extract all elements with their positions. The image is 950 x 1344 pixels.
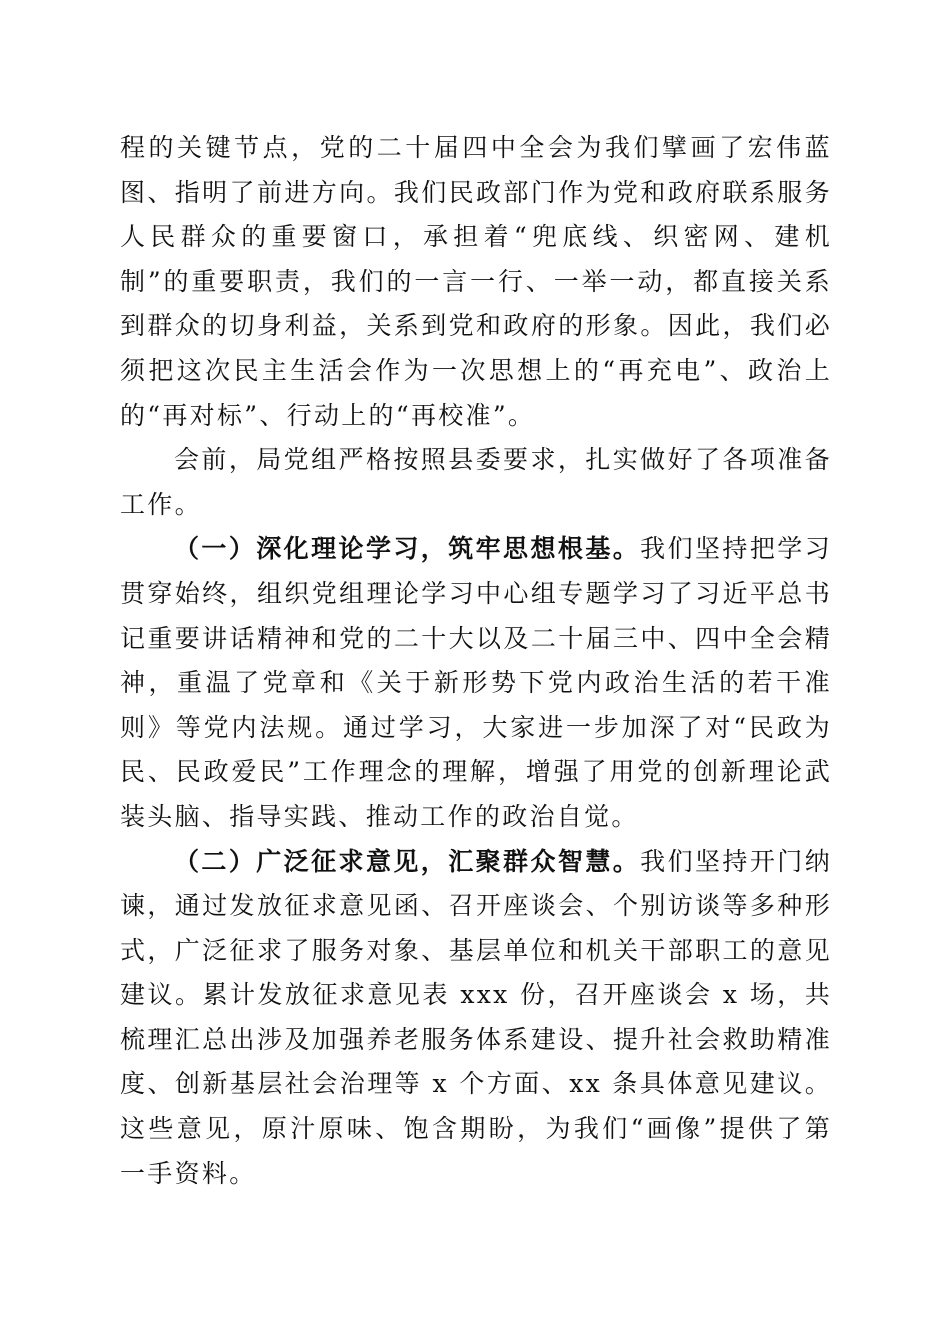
paragraph-theory-study-body: 我们坚持把学习贯穿始终，组织党组理论学习中心组专题学习了习近平总书记重要讲话精神和党的二十大以及二十届三中、四中全会精神，重温了党章和《关于新形势下党内政治生活的若干准则》等党内法规。通过学习，大家进一步加深了对“民政为民、民政爱民”工作理念的理解，增强了用党的创新理论武装头脑、指导实践、推动工作的政治自觉。 xyxy=(120,534,832,831)
paragraph-preparation-intro: 会前，局党组严格按照县委要求，扎实做好了各项准备工作。 xyxy=(120,445,832,519)
document-body xyxy=(120,126,832,1196)
section-heading-theory-study: （一）深化理论学习，筑牢思想根基。 xyxy=(174,534,641,564)
paragraph-context: 程的关键节点，党的二十届四中全会为我们擘画了宏伟蓝图、指明了前进方向。我们民政部门作为党和政府联系服务人民群众的重要窗口，承担着“兜底线、织密网、建机制”的重要职责，我们的一言一行、一举一动，都直接关系到群众的切身利益，关系到党和政府的形象。因此，我们必须把这次民主生活会作为一次思想上的“再充电”、政治上的“再对标”、行动上的“再校准”。 xyxy=(120,133,832,430)
paragraph-solicit-opinions-body: 我们坚持开门纳谏，通过发放征求意见函、召开座谈会、个别访谈等多种形式，广泛征求了服务对象、基层单位和机关干部职工的意见建议。累计发放征求意见表 xxx 份，召开座谈会 x 场，共梳理汇总出涉及加强养老服务体系建设、提升社会救助精准度、创新基层社会治理等 x 个方面、xx 条具体意见建议。这些意见，原汁原味、饱含期盼，为我们“画像”提供了第一手资料。 xyxy=(120,846,832,1188)
paragraph-solicit-opinions xyxy=(120,840,832,1197)
section-heading-solicit-opinions: （二）广泛征求意见，汇聚群众智慧。 xyxy=(174,846,641,876)
paragraph-theory-study xyxy=(120,527,832,839)
